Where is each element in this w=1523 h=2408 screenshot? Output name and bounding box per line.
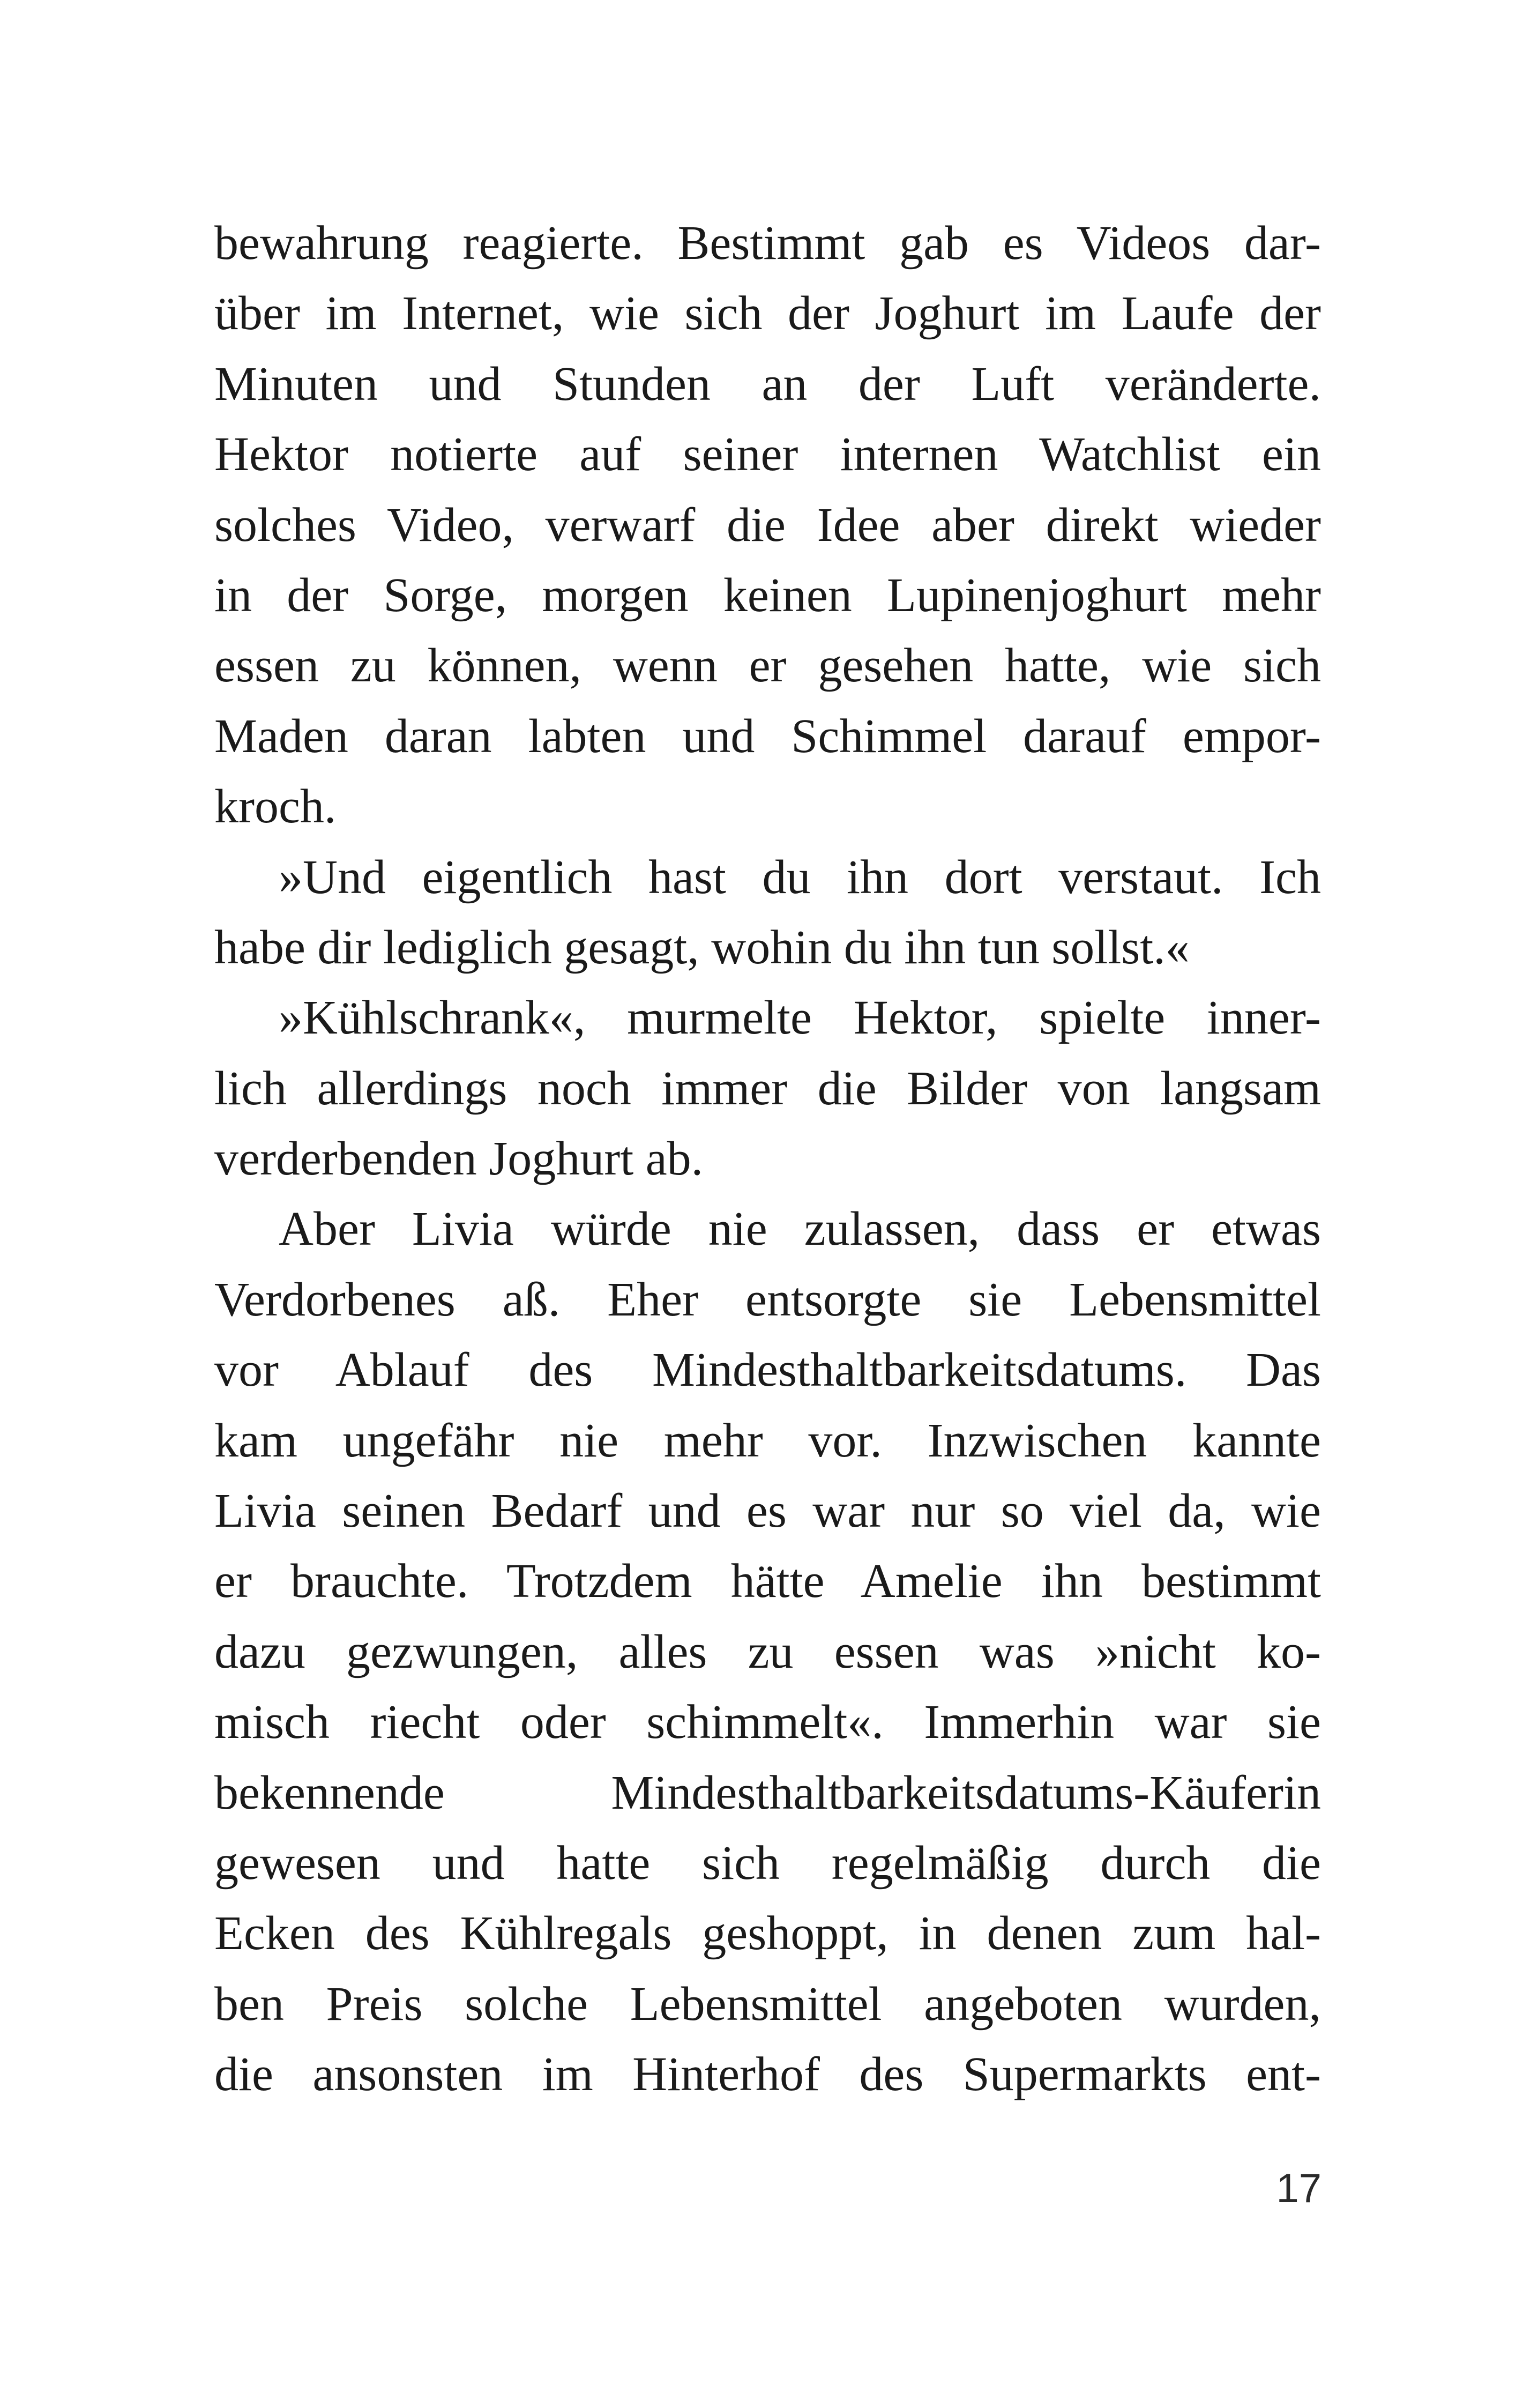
text-line: in der Sorge, morgen keinen Lupinenjoghurt mehr <box>214 568 1321 622</box>
text-line: vor Ablauf des Mindesthaltbarkeitsdatums. Das <box>214 1343 1321 1397</box>
text-line: er brauchte. Trotzdem hätte Amelie ihn bestimmt <box>214 1555 1321 1608</box>
text-line: über im Internet, wie sich der Joghurt im Laufe der <box>214 287 1321 340</box>
text-line: bewahrung reagierte. Bestimmt gab es Videos dar- <box>214 217 1321 270</box>
body-text <box>214 208 1321 2110</box>
text-line: dazu gezwungen, alles zu essen was »nicht ko- <box>214 1625 1321 1678</box>
text-line: Verdorbenes aß. Eher entsorgte sie Lebensmittel <box>214 1273 1321 1326</box>
text-line: kam ungefähr nie mehr vor. Inzwischen kannte <box>214 1414 1321 1467</box>
text-line: solches Video, verwarf die Idee aber direkt wieder <box>214 498 1321 552</box>
text-line: Hektor notierte auf seiner internen Watchlist ein <box>214 428 1321 481</box>
text-line: »Kühlschrank«, murmelte Hektor, spielte inner- <box>279 991 1321 1045</box>
text-line: misch riecht oder schimmelt«. Immerhin war sie <box>214 1696 1321 1749</box>
text-line: gewesen und hatte sich regelmäßig durch die <box>214 1836 1321 1890</box>
text-line: Livia seinen Bedarf und es war nur so viel da, wie <box>214 1484 1321 1538</box>
text-line: habe dir lediglich gesagt, wohin du ihn tun sollst.« <box>214 920 1190 974</box>
text-line: »Und eigentlich hast du ihn dort verstaut. Ich <box>279 850 1321 904</box>
text-line: lich allerdings noch immer die Bilder von langsam <box>214 1061 1321 1115</box>
text-line: Ecken des Kühlregals geshoppt, in denen zum hal- <box>214 1907 1321 1960</box>
text-line: essen zu können, wenn er gesehen hatte, wie sich <box>214 639 1321 693</box>
text-line: Maden daran labten und Schimmel darauf empor- <box>214 709 1321 763</box>
text-line: ben Preis solche Lebensmittel angeboten wurden, <box>214 1977 1321 2031</box>
page-number: 17 <box>1276 2166 1322 2211</box>
text-line: verderbenden Joghurt ab. <box>214 1132 704 1186</box>
text-line: die ansonsten im Hinterhof des Supermarkts ent- <box>214 2048 1321 2101</box>
text-line: Aber Livia würde nie zulassen, dass er etwas <box>279 1202 1321 1256</box>
text-line: Minuten und Stunden an der Luft veränderte. <box>214 357 1321 411</box>
text-line: kroch. <box>214 780 337 834</box>
text-line: bekennende Mindesthaltbarkeitsdatums-Käuferin <box>214 1766 1321 1819</box>
